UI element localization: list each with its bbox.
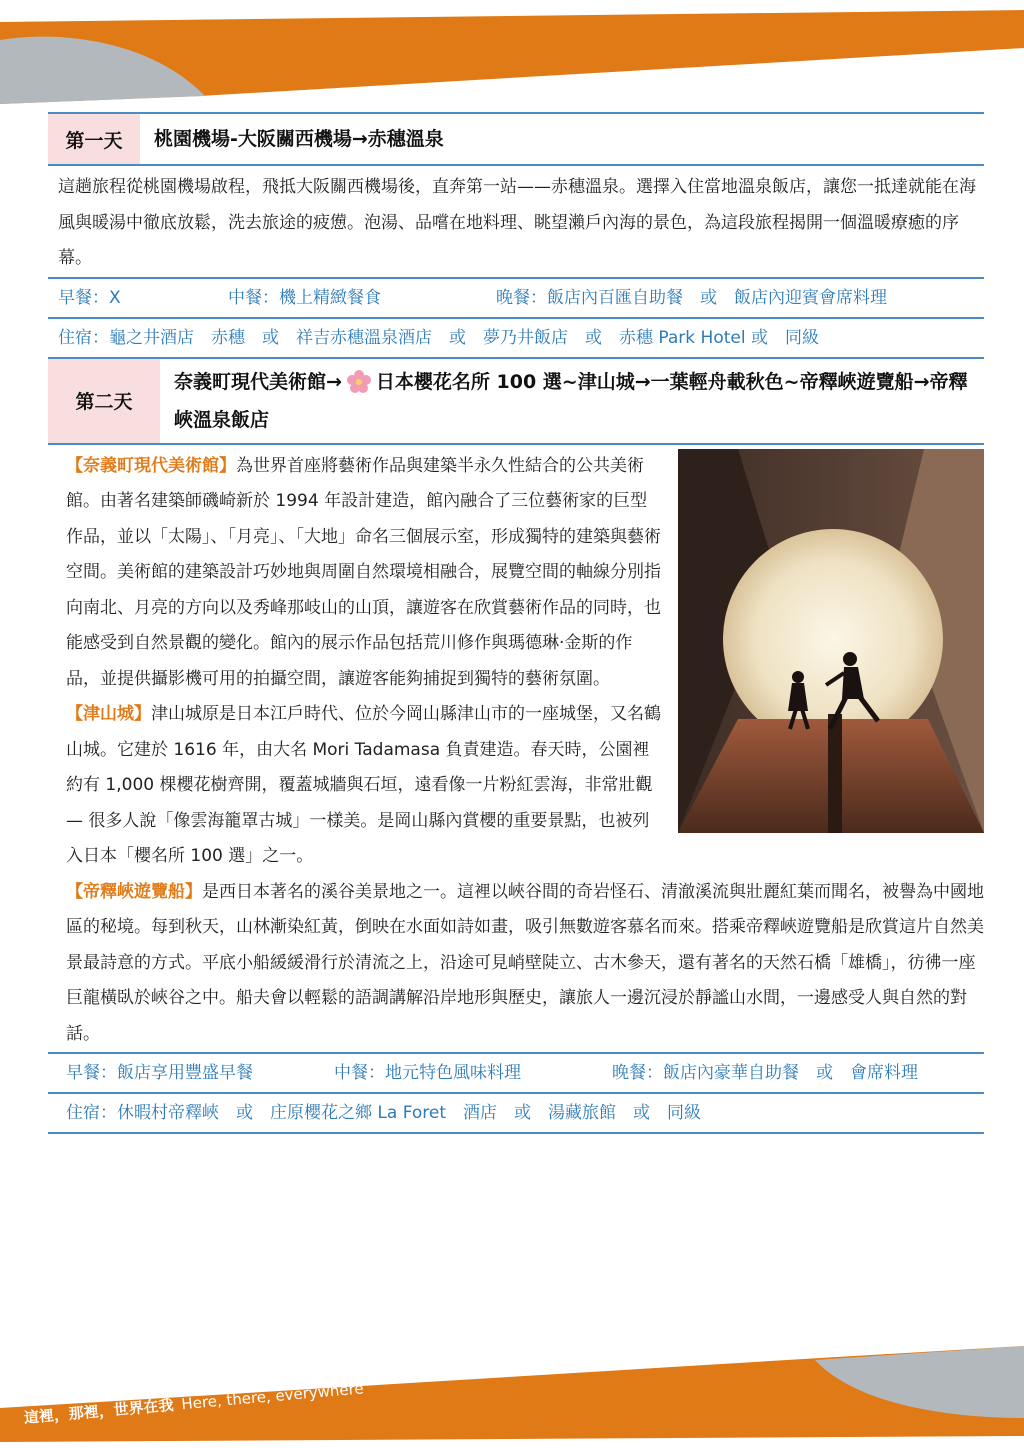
section1-text: 為世界首座將藝術作品與建築半永久性結合的公共美術館。由著名建築師磯崎新於 1994 年設計建造，館內融合了三位藝術家的巨型作品，並以「太陽」、「月亮」、「大地」命名三個展示室，形成獨特的建築與藝術空間。美術館的建築設計巧妙地與周圍自然環境相融合，展覽空間的軸線分別指向南北、月亮的方向以及秀峰那岐山的山頂，讓遊客在欣賞藝術作品的同時，也能感受到自然景觀的變化。館內的展示作品包括荒川修作與瑪德琳·金斯的作品，並提供攝影機可用的拍攝空間，讓遊客能夠捕捉到獨特的藝術氛圍。: [66, 455, 661, 689]
day1-breakfast: 早餐：X: [58, 287, 121, 308]
day1-lodging: 住宿：龜之井酒店 赤穗 或 祥吉赤穗溫泉酒店 或 夢乃井飯店 或 赤穗 Park Hotel 或 同級: [48, 319, 984, 359]
day1-description: 這趟旅程從桃園機場啟程，飛抵大阪關西機場後，直奔第一站——赤穗溫泉。選擇入住當地溫泉飯店，讓您一抵達就能在海風與暖湯中徹底放鬆，洗去旅途的疲憊。泡湯、品嚐在地料理、眺望瀨戶內海的景色，為這段旅程揭開一個溫暖療癒的序幕。: [58, 177, 976, 268]
day1-badge: 第一天: [48, 114, 140, 164]
day2-title-part2: 日本櫻花名所 100 選~津山城→一葉輕舟載秋色~帝釋峽遊覽船→帝釋峽溫泉飯店: [174, 370, 968, 431]
section1-tag: 【奈義町現代美術館】: [66, 455, 236, 476]
day1-header: [48, 112, 984, 166]
day2-header: [48, 359, 984, 445]
slogan-zh: 這裡，那裡，世界在我: [657, 62, 809, 94]
day2-lodging: 住宿：休暇村帝釋峽 或 庄原櫻花之鄉 La Foret 酒店 或 湯藏旅館 或 同級: [48, 1094, 984, 1134]
itinerary-content: [48, 112, 984, 1134]
day2-title-part1: 奈義町現代美術館→: [174, 370, 342, 393]
day2-title: [160, 359, 974, 443]
day1-lunch: 中餐：機上精緻餐食: [228, 287, 381, 308]
day1-title: 桃園機場-大阪關西機場→赤穗溫泉: [154, 128, 444, 150]
slogan-en-bottom: Here, there, everywhere: [180, 1379, 365, 1414]
day2-lunch: 中餐：地元特色風味料理: [334, 1063, 521, 1083]
sakura-icon: [346, 369, 372, 395]
day2-badge: 第二天: [48, 359, 160, 443]
bottom-banner: [0, 1338, 1024, 1448]
day2-meals: [48, 1052, 984, 1094]
day2-breakfast: 早餐：飯店享用豐盛早餐: [66, 1063, 253, 1083]
section3-tag: 【帝釋峽遊覽船】: [66, 881, 202, 902]
section3-text: 是西日本著名的溪谷美景地之一。這裡以峽谷間的奇岩怪石、清澈溪流與壯麗紅葉而聞名，被譽為中國地區的秘境。每到秋天，山林漸染紅黃，倒映在水面如詩如畫，吸引無數遊客慕名而來。搭乘帝釋峽遊覽船是欣賞這片自然美景最詩意的方式。平底小船緩緩滑行於清流之上，沿途可見峭壁陡立、古木參天，還有著名的天然石橋「雄橋」，彷彿一座巨龍橫臥於峽谷之中。船夫會以輕鬆的語調講解沿岸地形與歷史，讓旅人一邊沉浸於靜謐山水間，一邊感受人與自然的對話。: [66, 881, 984, 1044]
section2-tag: 【津山城】: [66, 704, 151, 724]
day1-meals: [48, 277, 984, 319]
slogan-en: Here, there, everywhere: [815, 46, 999, 80]
section3: [48, 875, 984, 1053]
museum-photo: [678, 449, 984, 833]
day2-dinner: 晚餐：飯店內豪華自助餐 或 會席料理: [612, 1063, 918, 1083]
slogan-zh-bottom: 這裡，那裡，世界在我: [23, 1395, 175, 1427]
day1-dinner: 晚餐：飯店內百匯自助餐 或 飯店內迎賓會席料理: [496, 287, 887, 308]
section2-text: 津山城原是日本江戶時代、位於今岡山縣津山市的一座城堡，又名鶴山城。它建於 1616 年，由大名 Mori Tadamasa 負責建造。春天時，公園裡約有 1,000 棵櫻花樹齊開，覆蓋城牆與石垣，遠看像一片粉紅雲海，非常壯觀 — 很多人說「像雲海籠罩古城」一樣美。是岡山縣內賞櫻的重要景點，也被列入日本「櫻名所 100 選」之一。: [66, 704, 661, 866]
day2-body: [48, 445, 984, 1053]
